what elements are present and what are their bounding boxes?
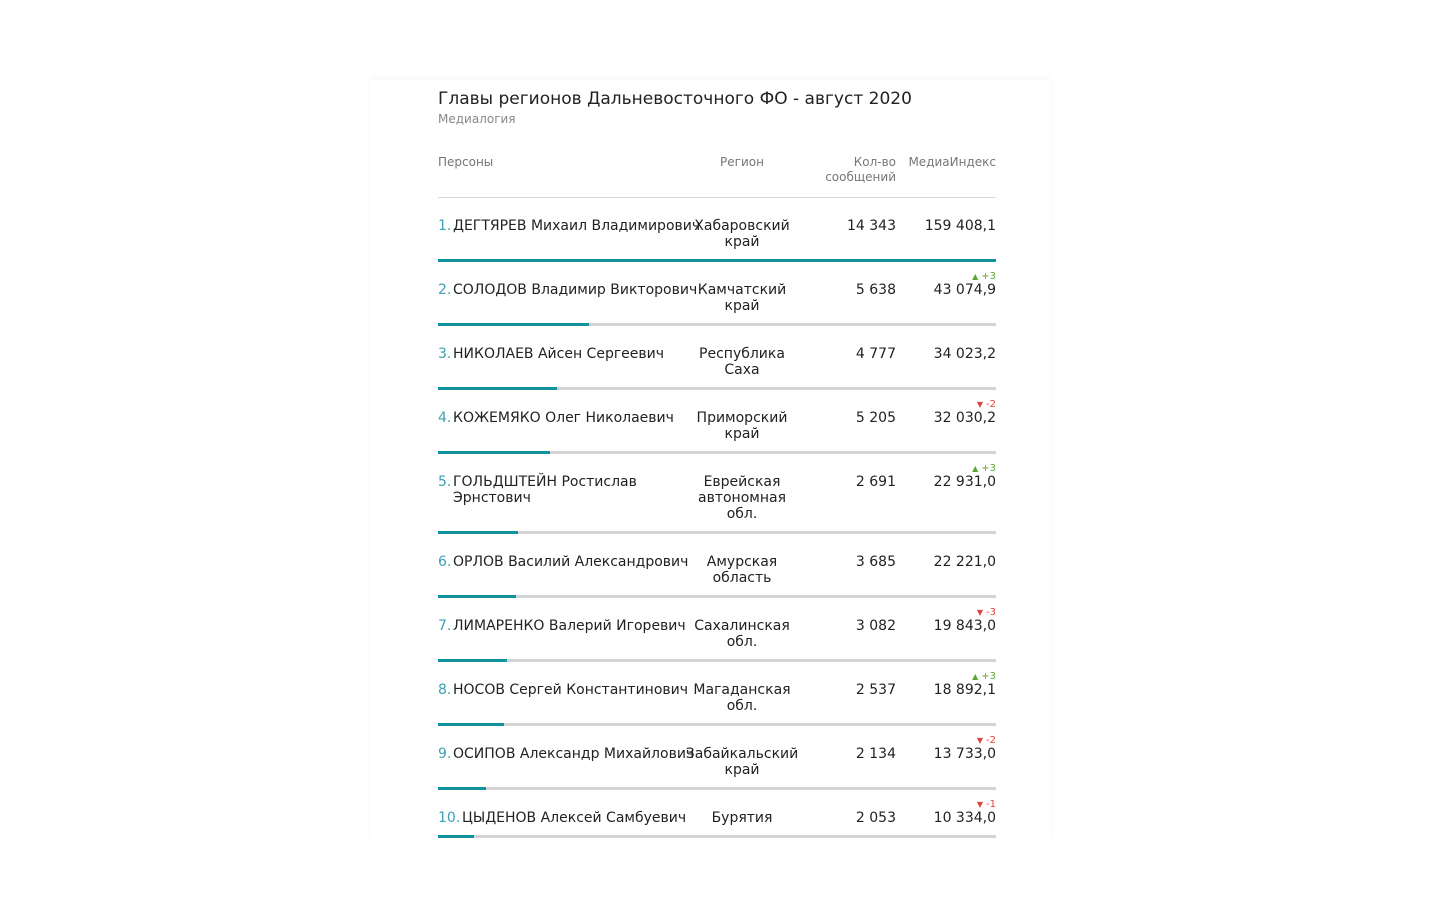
- rank-change-value: +3: [981, 671, 996, 682]
- message-count: 2 691: [855, 474, 896, 490]
- person-cell: [438, 618, 703, 634]
- table-row[interactable]: [438, 454, 996, 534]
- message-count: 2 053: [855, 810, 896, 826]
- mediaindex-value: 10 334,0: [933, 810, 996, 826]
- mediaindex-value: 159 408,1: [924, 218, 996, 234]
- mediaindex-bar: [438, 835, 474, 838]
- person-cell: [438, 346, 703, 362]
- table-header: [438, 145, 996, 198]
- rank-change-value: +3: [981, 463, 996, 474]
- page-title: Главы регионов Дальневосточного ФО - август 2020: [438, 89, 912, 109]
- region-cell: Сахалинская обл.: [694, 618, 790, 650]
- rank-number: 6.: [438, 554, 452, 570]
- rank-change-badge: [977, 799, 996, 811]
- table-row[interactable]: [438, 534, 996, 598]
- person-name[interactable]: НОСОВ Сергей Константинович: [453, 682, 689, 698]
- rank-change-value: -1: [986, 799, 996, 810]
- message-count: 14 343: [847, 218, 896, 234]
- column-header-mediaindex[interactable]: МедиаИндекс: [908, 155, 996, 169]
- person-name[interactable]: СОЛОДОВ Владимир Викторович: [453, 282, 698, 298]
- rank-change-badge: [972, 271, 996, 283]
- person-name[interactable]: ОРЛОВ Василий Александрович: [453, 554, 689, 570]
- table-row[interactable]: [438, 326, 996, 390]
- table-row[interactable]: [438, 790, 996, 838]
- rank-change-badge: [977, 399, 996, 411]
- region-cell: Бурятия: [711, 810, 773, 826]
- person-cell: [438, 554, 703, 570]
- person-name[interactable]: КОЖЕМЯКО Олег Николаевич: [453, 410, 674, 426]
- rank-number: 7.: [438, 618, 452, 634]
- rank-change-badge: [977, 735, 996, 747]
- person-cell: [438, 474, 703, 506]
- column-header-persons[interactable]: Персоны: [438, 155, 494, 169]
- region-cell: Хабаровский край: [694, 218, 790, 250]
- person-name[interactable]: ДЕГТЯРЕВ Михаил Владимирович: [453, 218, 701, 234]
- rank-number: 8.: [438, 682, 452, 698]
- region-cell: Забайкальский край: [685, 746, 799, 778]
- table-body: [438, 198, 996, 838]
- mediaindex-value: 22 221,0: [933, 554, 996, 570]
- rank-change-value: -2: [986, 399, 996, 410]
- triangle-down-icon: ▼: [976, 400, 984, 409]
- region-cell: Камчатский край: [697, 282, 787, 314]
- rank-change-badge: [972, 463, 996, 475]
- table-row[interactable]: [438, 726, 996, 790]
- rating-table: [438, 88, 996, 838]
- rank-change-badge: [977, 607, 996, 619]
- mediaindex-value: 32 030,2: [933, 410, 996, 426]
- table-row[interactable]: [438, 598, 996, 662]
- rank-change-value: -3: [986, 607, 996, 618]
- region-cell: Магаданская обл.: [693, 682, 791, 714]
- message-count: 2 537: [855, 682, 896, 698]
- triangle-up-icon: ▲: [972, 272, 979, 281]
- table-row[interactable]: [438, 662, 996, 726]
- person-cell: [438, 410, 703, 426]
- table-row[interactable]: [438, 198, 996, 262]
- message-count: 2 134: [855, 746, 896, 762]
- region-cell: Еврейская автономная обл.: [698, 474, 786, 522]
- person-cell: [438, 282, 703, 298]
- person-cell: [438, 682, 703, 698]
- rank-number: 4.: [438, 410, 452, 426]
- person-name[interactable]: ЛИМАРЕНКО Валерий Игоревич: [453, 618, 686, 634]
- message-count: 5 638: [855, 282, 896, 298]
- mediaindex-value: 22 931,0: [933, 474, 996, 490]
- region-cell: Амурская область: [706, 554, 778, 586]
- mediaindex-value: 13 733,0: [933, 746, 996, 762]
- message-count: 3 082: [855, 618, 896, 634]
- column-header-region[interactable]: Регион: [720, 155, 764, 169]
- rank-number: 5.: [438, 474, 452, 490]
- table-row[interactable]: [438, 262, 996, 326]
- mediaindex-value: 18 892,1: [933, 682, 996, 698]
- mediaindex-value: 43 074,9: [933, 282, 996, 298]
- message-count: 3 685: [855, 554, 896, 570]
- triangle-up-icon: ▲: [972, 672, 979, 681]
- person-cell: [438, 810, 712, 826]
- mediaindex-value: 34 023,2: [933, 346, 996, 362]
- triangle-down-icon: ▼: [976, 736, 984, 745]
- rank-number: 1.: [438, 218, 452, 234]
- column-header-count[interactable]: Кол-во сообщений: [825, 155, 896, 184]
- person-name[interactable]: ЦЫДЕНОВ Алексей Самбуевич: [462, 810, 687, 826]
- region-cell: Республика Саха: [699, 346, 785, 378]
- triangle-down-icon: ▼: [976, 800, 984, 809]
- message-count: 5 205: [855, 410, 896, 426]
- rank-change-badge: [972, 671, 996, 683]
- rank-number: 10.: [438, 810, 461, 826]
- mediaindex-value: 19 843,0: [933, 618, 996, 634]
- region-cell: Приморский край: [696, 410, 788, 442]
- rank-change-value: -2: [986, 735, 996, 746]
- table-row[interactable]: [438, 390, 996, 454]
- source-label: Медиалогия: [438, 112, 516, 126]
- rank-change-value: +3: [981, 271, 996, 282]
- mediaindex-bar-track: [438, 835, 996, 838]
- triangle-down-icon: ▼: [976, 608, 984, 617]
- rank-number: 9.: [438, 746, 452, 762]
- rank-number: 2.: [438, 282, 452, 298]
- person-name[interactable]: ОСИПОВ Александр Михайлович: [453, 746, 695, 762]
- message-count: 4 777: [855, 346, 896, 362]
- person-name[interactable]: ГОЛЬДШТЕЙН Ростислав Эрнстович: [453, 474, 637, 506]
- person-name[interactable]: НИКОЛАЕВ Айсен Сергеевич: [453, 346, 665, 362]
- triangle-up-icon: ▲: [972, 464, 979, 473]
- person-cell: [438, 746, 703, 762]
- rank-number: 3.: [438, 346, 452, 362]
- person-cell: [438, 218, 703, 234]
